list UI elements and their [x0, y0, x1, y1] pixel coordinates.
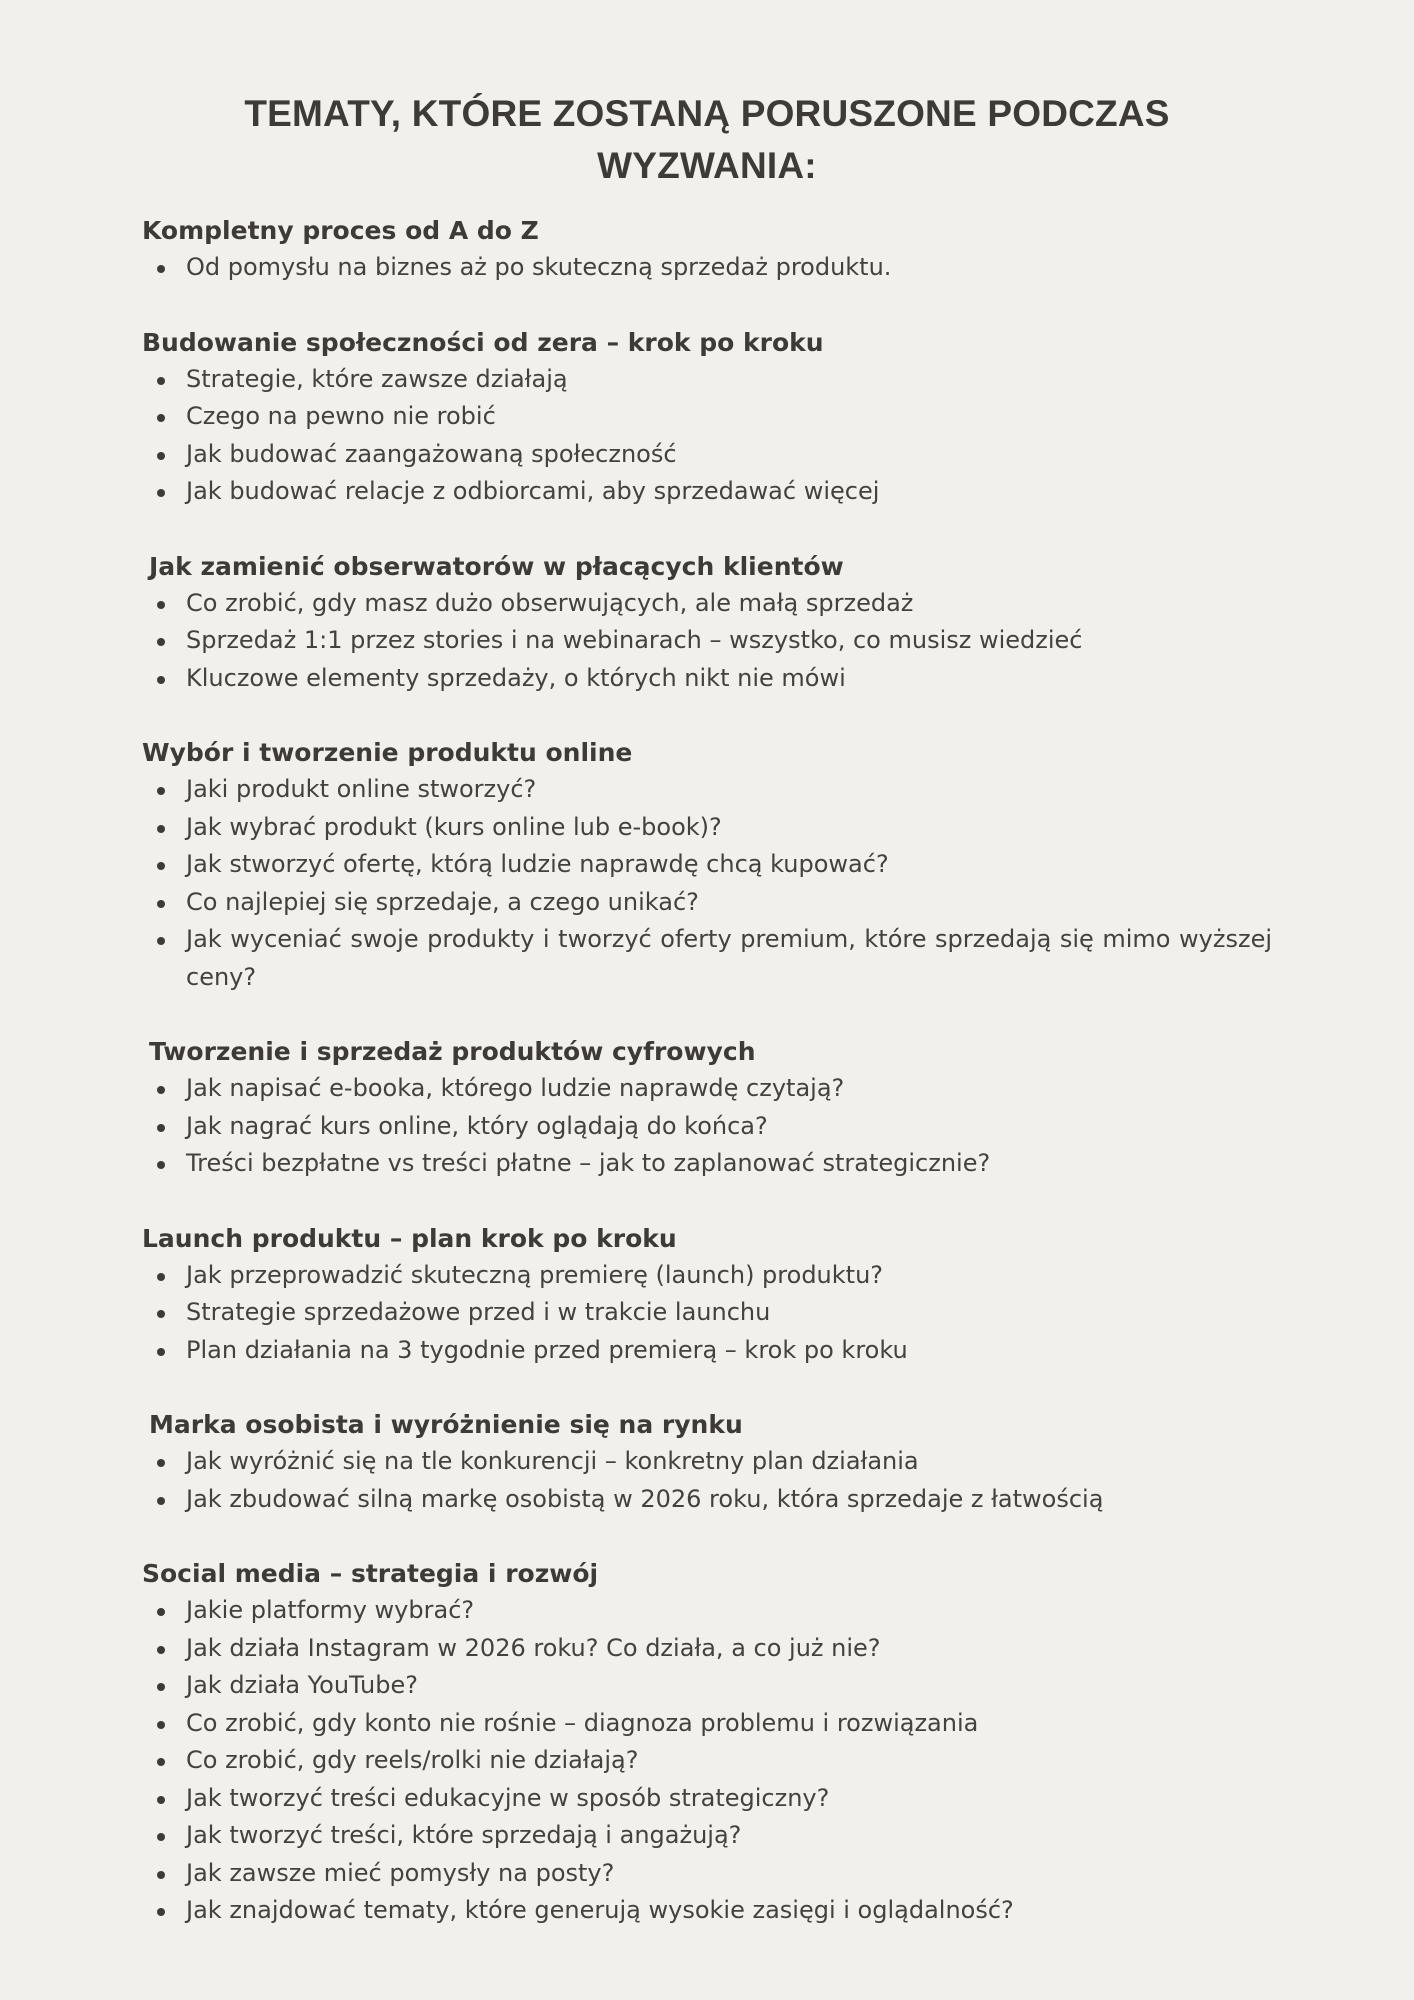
- list-item-text: Co zrobić, gdy konto nie rośnie – diagnoza problemu i rozwiązania: [186, 1708, 979, 1737]
- list-item: [142, 1257, 1272, 1295]
- list-item: [142, 1630, 1272, 1668]
- bullet-icon: [157, 377, 165, 385]
- section-heading: Launch produktu – plan krok po kroku: [142, 1223, 677, 1253]
- section-heading: Kompletny proces od A do Z: [142, 216, 539, 245]
- page-title: TEMATY, KTÓRE ZOSTANĄ PORUSZONE PODCZAS WYZWANIA:: [244, 93, 1170, 186]
- list-item: [142, 398, 1272, 436]
- bullet-list: [142, 1257, 1272, 1370]
- list-item: [142, 1892, 1272, 1930]
- list-item: [142, 1705, 1272, 1743]
- list-item-text: Jak znajdować tematy, które generują wysokie zasięgi i oglądalność?: [186, 1896, 1014, 1924]
- list-item: [142, 846, 1272, 884]
- bullet-icon: [157, 265, 165, 273]
- list-item: [142, 473, 1272, 511]
- list-item-text: Jak nagrać kurs online, który oglądają do końca?: [186, 1111, 768, 1140]
- bullet-icon: [157, 1608, 165, 1616]
- list-item: [142, 622, 1272, 660]
- bullet-list: [142, 771, 1272, 996]
- bullet-icon: [157, 937, 165, 945]
- list-item: [142, 1667, 1272, 1705]
- bullet-icon: [157, 1497, 165, 1505]
- list-item-text: Jak działa Instagram w 2026 roku? Co działa, a co już nie?: [186, 1633, 881, 1662]
- list-item-text: Jak stworzyć ofertę, którą ludzie naprawdę chcą kupować?: [186, 850, 889, 878]
- bullet-list: [142, 1592, 1272, 1930]
- list-item: [142, 361, 1272, 399]
- bullet-list: [142, 585, 1272, 698]
- section-followers-to-clients: [142, 548, 1272, 698]
- section-personal-brand: [142, 1406, 1272, 1518]
- list-item-text: Jak napisać e-booka, którego ludzie naprawdę czytają?: [186, 1074, 845, 1102]
- list-item-text: Czego na pewno nie robić: [186, 402, 496, 430]
- list-item: [142, 1742, 1272, 1780]
- list-item-text: Jak budować zaangażowaną społeczność: [186, 439, 677, 468]
- bullet-icon: [157, 676, 165, 684]
- bullet-icon: [157, 638, 165, 646]
- section-complete-process: [142, 212, 1272, 287]
- topic-sections: [142, 212, 1272, 1930]
- list-item: [142, 771, 1272, 809]
- bullet-icon: [157, 862, 165, 870]
- list-item-text: Jak wyceniać swoje produkty i tworzyć oferty premium, które sprzedają się mimo wyższej ceny?: [186, 925, 1272, 991]
- section-product-launch: [142, 1220, 1272, 1370]
- list-item-text: Jak działa YouTube?: [186, 1671, 419, 1699]
- bullet-icon: [157, 1273, 165, 1281]
- section-heading: Social media – strategia i rozwój: [142, 1559, 599, 1588]
- list-item-text: Jakie platformy wybrać?: [186, 1596, 475, 1624]
- list-item-text: Co zrobić, gdy masz dużo obserwujących, ale małą sprzedaż: [186, 588, 914, 617]
- list-item: [142, 1817, 1272, 1855]
- section-heading: Wybór i tworzenie produktu online: [142, 738, 633, 767]
- bullet-icon: [157, 1646, 165, 1654]
- list-item-text: Od pomysłu na biznes aż po skuteczną sprzedaż produktu.: [186, 253, 892, 281]
- bullet-list: [142, 361, 1272, 511]
- bullet-icon: [157, 1161, 165, 1169]
- bullet-icon: [157, 601, 165, 609]
- bullet-icon: [157, 1459, 165, 1467]
- bullet-icon: [157, 1086, 165, 1094]
- section-heading: Jak zamienić obserwatorów w płacących klientów: [149, 551, 844, 581]
- list-item: [142, 585, 1272, 623]
- bullet-icon: [157, 1683, 165, 1691]
- list-item-text: Jak zbudować silną markę osobistą w 2026 roku, która sprzedaje z łatwością: [186, 1484, 1104, 1513]
- list-item-text: Strategie, które zawsze działają: [186, 364, 568, 393]
- bullet-icon: [157, 1124, 165, 1132]
- list-item-text: Co najlepiej się sprzedaje, a czego unikać?: [186, 887, 699, 916]
- list-item: [142, 660, 1272, 698]
- bullet-icon: [157, 1908, 165, 1916]
- list-item-text: Jak tworzyć treści edukacyjne w sposób strategiczny?: [186, 1783, 830, 1812]
- bullet-icon: [157, 825, 165, 833]
- bullet-icon: [157, 489, 165, 497]
- bullet-icon: [157, 452, 165, 460]
- section-social-media: [142, 1555, 1272, 1930]
- list-item-text: Jak zawsze mieć pomysły na posty?: [186, 1858, 615, 1887]
- bullet-icon: [157, 787, 165, 795]
- list-item-text: Jak wyróżnić się na tle konkurencji – konkretny plan działania: [186, 1447, 919, 1475]
- bullet-icon: [157, 1833, 165, 1841]
- bullet-icon: [157, 1721, 165, 1729]
- list-item: [142, 809, 1272, 847]
- bullet-icon: [157, 414, 165, 422]
- bullet-list: [142, 1070, 1272, 1183]
- section-heading: Budowanie społeczności od zera – krok po kroku: [142, 327, 824, 357]
- list-item: [142, 1780, 1272, 1818]
- bullet-icon: [157, 1310, 165, 1318]
- list-item: [142, 1855, 1272, 1893]
- list-item-text: Jak wybrać produkt (kurs online lub e-book)?: [186, 812, 722, 841]
- list-item-text: Jak tworzyć treści, które sprzedają i angażują?: [186, 1821, 742, 1849]
- section-community-building: [142, 324, 1272, 511]
- section-heading: Marka osobista i wyróżnienie się na rynku: [149, 1410, 743, 1439]
- bullet-icon: [157, 900, 165, 908]
- list-item: [142, 1332, 1272, 1370]
- list-item: [142, 1294, 1272, 1332]
- list-item-text: Strategie sprzedażowe przed i w trakcie launchu: [186, 1298, 771, 1326]
- list-item-text: Jaki produkt online stworzyć?: [186, 775, 537, 803]
- list-item: [142, 884, 1272, 922]
- list-item: [142, 1592, 1272, 1630]
- section-product-choice: [142, 734, 1272, 996]
- list-item: [142, 1481, 1272, 1519]
- list-item-text: Plan działania na 3 tygodnie przed premierą – krok po kroku: [186, 1335, 908, 1364]
- bullet-icon: [157, 1758, 165, 1766]
- document-page: [142, 88, 1272, 1967]
- list-item-text: Sprzedaż 1:1 przez stories i na webinarach – wszystko, co musisz wiedzieć: [186, 626, 1083, 654]
- bullet-list: [142, 249, 1272, 287]
- list-item: [142, 1443, 1272, 1481]
- bullet-icon: [157, 1796, 165, 1804]
- section-heading: Tworzenie i sprzedaż produktów cyfrowych: [149, 1037, 756, 1066]
- bullet-icon: [157, 1348, 165, 1356]
- list-item-text: Jak przeprowadzić skuteczną premierę (launch) produktu?: [186, 1260, 884, 1289]
- list-item-text: Treści bezpłatne vs treści płatne – jak to zaplanować strategicznie?: [186, 1149, 991, 1177]
- list-item: [142, 1070, 1272, 1108]
- bullet-list: [142, 1443, 1272, 1518]
- list-item-text: Kluczowe elementy sprzedaży, o których nikt nie mówi: [186, 663, 846, 692]
- list-item-text: Co zrobić, gdy reels/rolki nie działają?: [186, 1746, 639, 1774]
- list-item: [142, 1108, 1272, 1146]
- list-item: [142, 436, 1272, 474]
- list-item: [142, 1145, 1272, 1183]
- bullet-icon: [157, 1871, 165, 1879]
- section-digital-products: [142, 1033, 1272, 1183]
- list-item: [142, 921, 1272, 996]
- list-item: [142, 249, 1272, 287]
- list-item-text: Jak budować relacje z odbiorcami, aby sprzedawać więcej: [186, 477, 880, 505]
